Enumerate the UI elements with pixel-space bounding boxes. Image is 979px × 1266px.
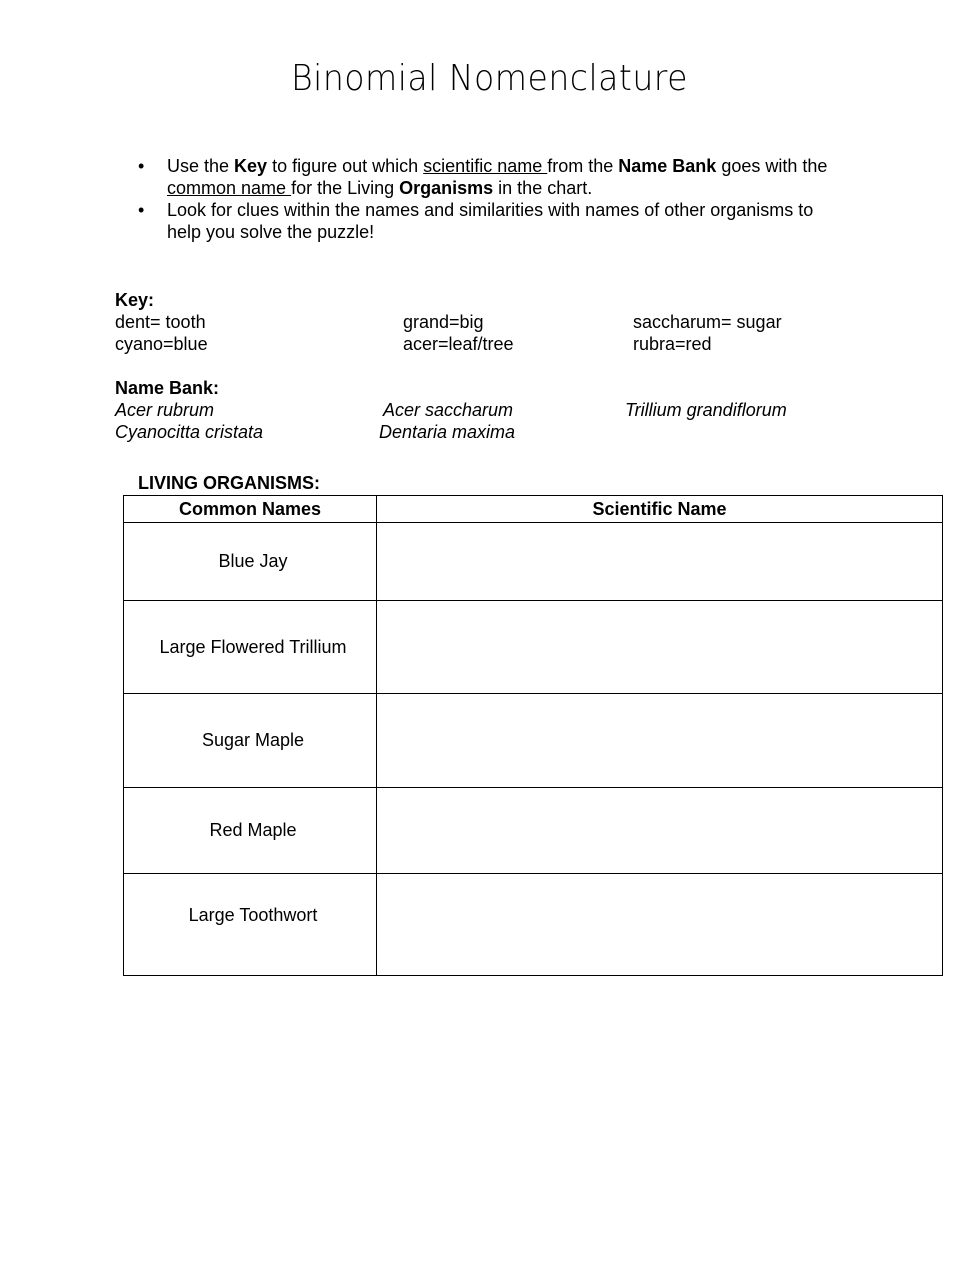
instruction-text: in the chart. xyxy=(493,178,593,198)
common-name-cell: Large Flowered Trillium xyxy=(124,601,377,694)
table-row xyxy=(124,874,943,976)
bullet-icon: • xyxy=(138,156,145,176)
instruction-common-term: common name xyxy=(167,178,292,198)
key-entry: dent= tooth xyxy=(115,312,206,332)
instruction-scientific-term: scientific name xyxy=(423,156,548,176)
scientific-name-cell[interactable] xyxy=(377,523,943,601)
name-bank-section xyxy=(115,377,915,447)
living-organisms-heading: LIVING ORGANISMS: xyxy=(138,473,321,493)
key-entry: saccharum= sugar xyxy=(633,312,782,332)
instruction-item-1 xyxy=(138,155,828,199)
scientific-name-cell[interactable] xyxy=(377,788,943,874)
bullet-icon: • xyxy=(138,200,145,220)
key-entry: cyano=blue xyxy=(115,334,208,354)
name-bank-entry: Trillium grandiflorum xyxy=(625,400,787,420)
instruction-text: Look for clues within the names and similarities with names of other organisms to help you solve the puzzle! xyxy=(167,200,814,242)
key-entry: grand=big xyxy=(403,312,484,332)
name-bank-entry: Acer saccharum xyxy=(383,400,514,420)
instruction-item-2 xyxy=(138,199,828,243)
common-name-cell: Blue Jay xyxy=(124,523,377,601)
instruction-key-term: Key xyxy=(234,156,268,176)
name-bank-entry: Dentaria maxima xyxy=(379,422,516,442)
common-name-cell: Sugar Maple xyxy=(124,694,377,788)
instruction-text: Use the xyxy=(167,156,235,176)
key-entry: rubra=red xyxy=(633,334,712,354)
table-row xyxy=(124,601,943,694)
page-title: Binomial Nomenclature xyxy=(291,58,688,99)
common-name-cell: Large Toothwort xyxy=(124,874,377,976)
table-header-row xyxy=(124,496,943,523)
organisms-table xyxy=(123,495,943,976)
name-bank-entry: Cyanocitta cristata xyxy=(115,422,264,442)
scientific-name-header: Scientific Name xyxy=(377,496,943,523)
name-bank-entry: Acer rubrum xyxy=(115,400,215,420)
instruction-name-bank-term: Name Bank xyxy=(618,156,717,176)
key-heading: Key: xyxy=(115,290,155,310)
table-row xyxy=(124,788,943,874)
instruction-text: from the xyxy=(547,156,619,176)
table-row xyxy=(124,694,943,788)
name-bank-heading: Name Bank: xyxy=(115,378,220,398)
instruction-text: to figure out which xyxy=(267,156,424,176)
table-row xyxy=(124,523,943,601)
key-section xyxy=(115,289,915,359)
scientific-name-cell[interactable] xyxy=(377,694,943,788)
instructions-list xyxy=(138,155,828,243)
scientific-name-cell[interactable] xyxy=(377,601,943,694)
common-names-header: Common Names xyxy=(124,496,377,523)
instruction-text: goes with the xyxy=(716,156,828,176)
common-name-cell: Red Maple xyxy=(124,788,377,874)
instruction-organisms-term: Organisms xyxy=(399,178,494,198)
instruction-text: for the Living xyxy=(291,178,400,198)
scientific-name-cell[interactable] xyxy=(377,874,943,976)
key-entry: acer=leaf/tree xyxy=(403,334,514,354)
